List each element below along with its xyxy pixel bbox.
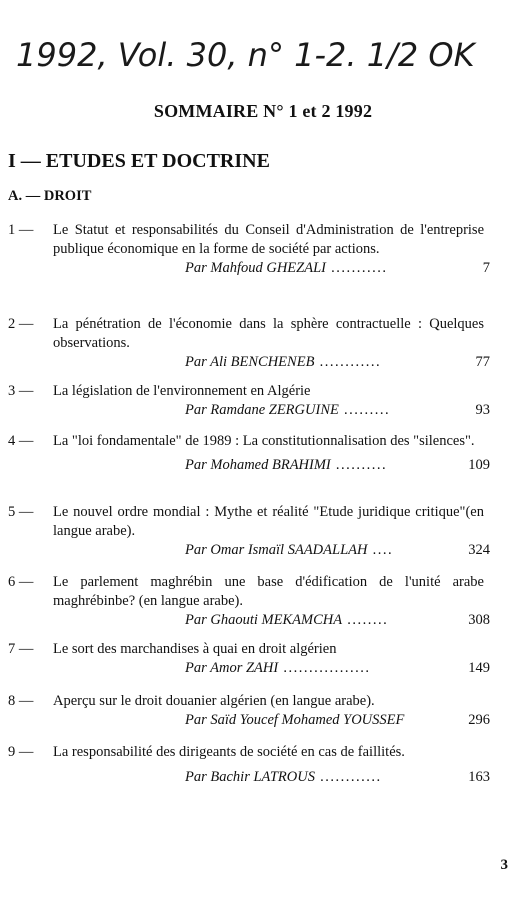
toc-entry [8,692,490,730]
toc-entry [8,432,490,475]
entry-number: 9 — [8,744,34,760]
entry-page: 296 [468,712,490,728]
toc-entry [8,315,490,372]
toc-entry [8,573,490,630]
dot-leader: ........ [342,612,389,628]
toc-entry [8,382,490,420]
entry-title: La législation de l'environnement en Algérie [53,383,311,399]
dot-leader: .......... [330,457,388,473]
entry-title: Le parlement maghrébin une base d'édification de l'unité arabe maghrébinbe? (en langue arabe). [53,574,484,609]
toc-entry [8,640,490,678]
toc-entry [8,221,490,278]
entry-page: 308 [468,612,490,628]
entry-number: 6 — [8,574,34,590]
handwritten-annotation [12,18,517,88]
entry-author: Par Mahfoud GHEZALI ........... [185,260,388,276]
entry-author: Par Mohamed BRAHIMI .......... [185,457,388,473]
entry-author: Par Omar Ismaïl SAADALLAH .... [185,542,394,558]
dot-leader: .... [367,542,394,558]
entry-title: Aperçu sur le droit douanier algérien (en langue arabe). [53,693,375,709]
entry-page: 77 [475,354,490,370]
entry-number: 2 — [8,316,34,332]
dot-leader: ................. [278,660,371,676]
toc-entry [8,503,490,560]
toc-entry [8,743,490,787]
dot-leader: ............ [314,354,382,370]
entry-author: Par Ramdane ZERGUINE ......... [185,402,391,418]
entry-number: 3 — [8,383,34,399]
entry-number: 8 — [8,693,34,709]
entry-author: Par Ghaouti MEKAMCHA ........ [185,612,389,628]
entry-page: 93 [475,402,490,418]
entry-title: Le sort des marchandises à quai en droit algérien [53,641,337,657]
entry-page: 7 [482,260,490,276]
entry-title: La "loi fondamentale" de 1989 : La constitutionnalisation des "silences". [53,433,475,449]
entry-number: 5 — [8,504,34,520]
entry-number: 4 — [8,433,34,449]
entry-title: La pénétration de l'économie dans la sphère contractuelle : Quelques observations. [53,316,484,351]
handwritten-note: 1992, Vol. 30, n° 1-2. 1/2 OK [16,36,475,74]
summary-title: SOMMAIRE N° 1 et 2 1992 [153,101,373,121]
section-heading: I — ETUDES ET DOCTRINE [8,150,270,172]
dot-leader: ............ [314,769,382,785]
entry-page: 149 [468,660,490,676]
dot-leader: ........... [325,260,388,276]
entry-number: 1 — [8,222,34,238]
entry-page: 324 [468,542,490,558]
entry-page: 163 [468,769,490,785]
entry-author: Par Ali BENCHENEB ............ [185,354,382,370]
entry-title: Le Statut et responsabilités du Conseil d'Administration de l'entreprise publique économique en la forme de société par actions. [53,222,484,257]
dot-leader: ......... [338,402,391,418]
entry-page: 109 [468,457,490,473]
entry-number: 7 — [8,641,34,657]
entry-title: Le nouvel ordre mondial : Mythe et réalité "Etude juridique critique"(en langue arabe). [53,504,484,539]
entry-author: Par Bachir LATROUS ............ [185,769,382,785]
page-number: 3 [500,857,508,873]
entry-author: Par Saïd Youcef Mohamed YOUSSEF [185,712,405,728]
entry-title: La responsabilité des dirigeants de société en cas de faillités. [53,744,405,760]
entry-author: Par Amor ZAHI ................. [185,660,371,676]
subsection-heading: A. — DROIT [8,188,92,204]
